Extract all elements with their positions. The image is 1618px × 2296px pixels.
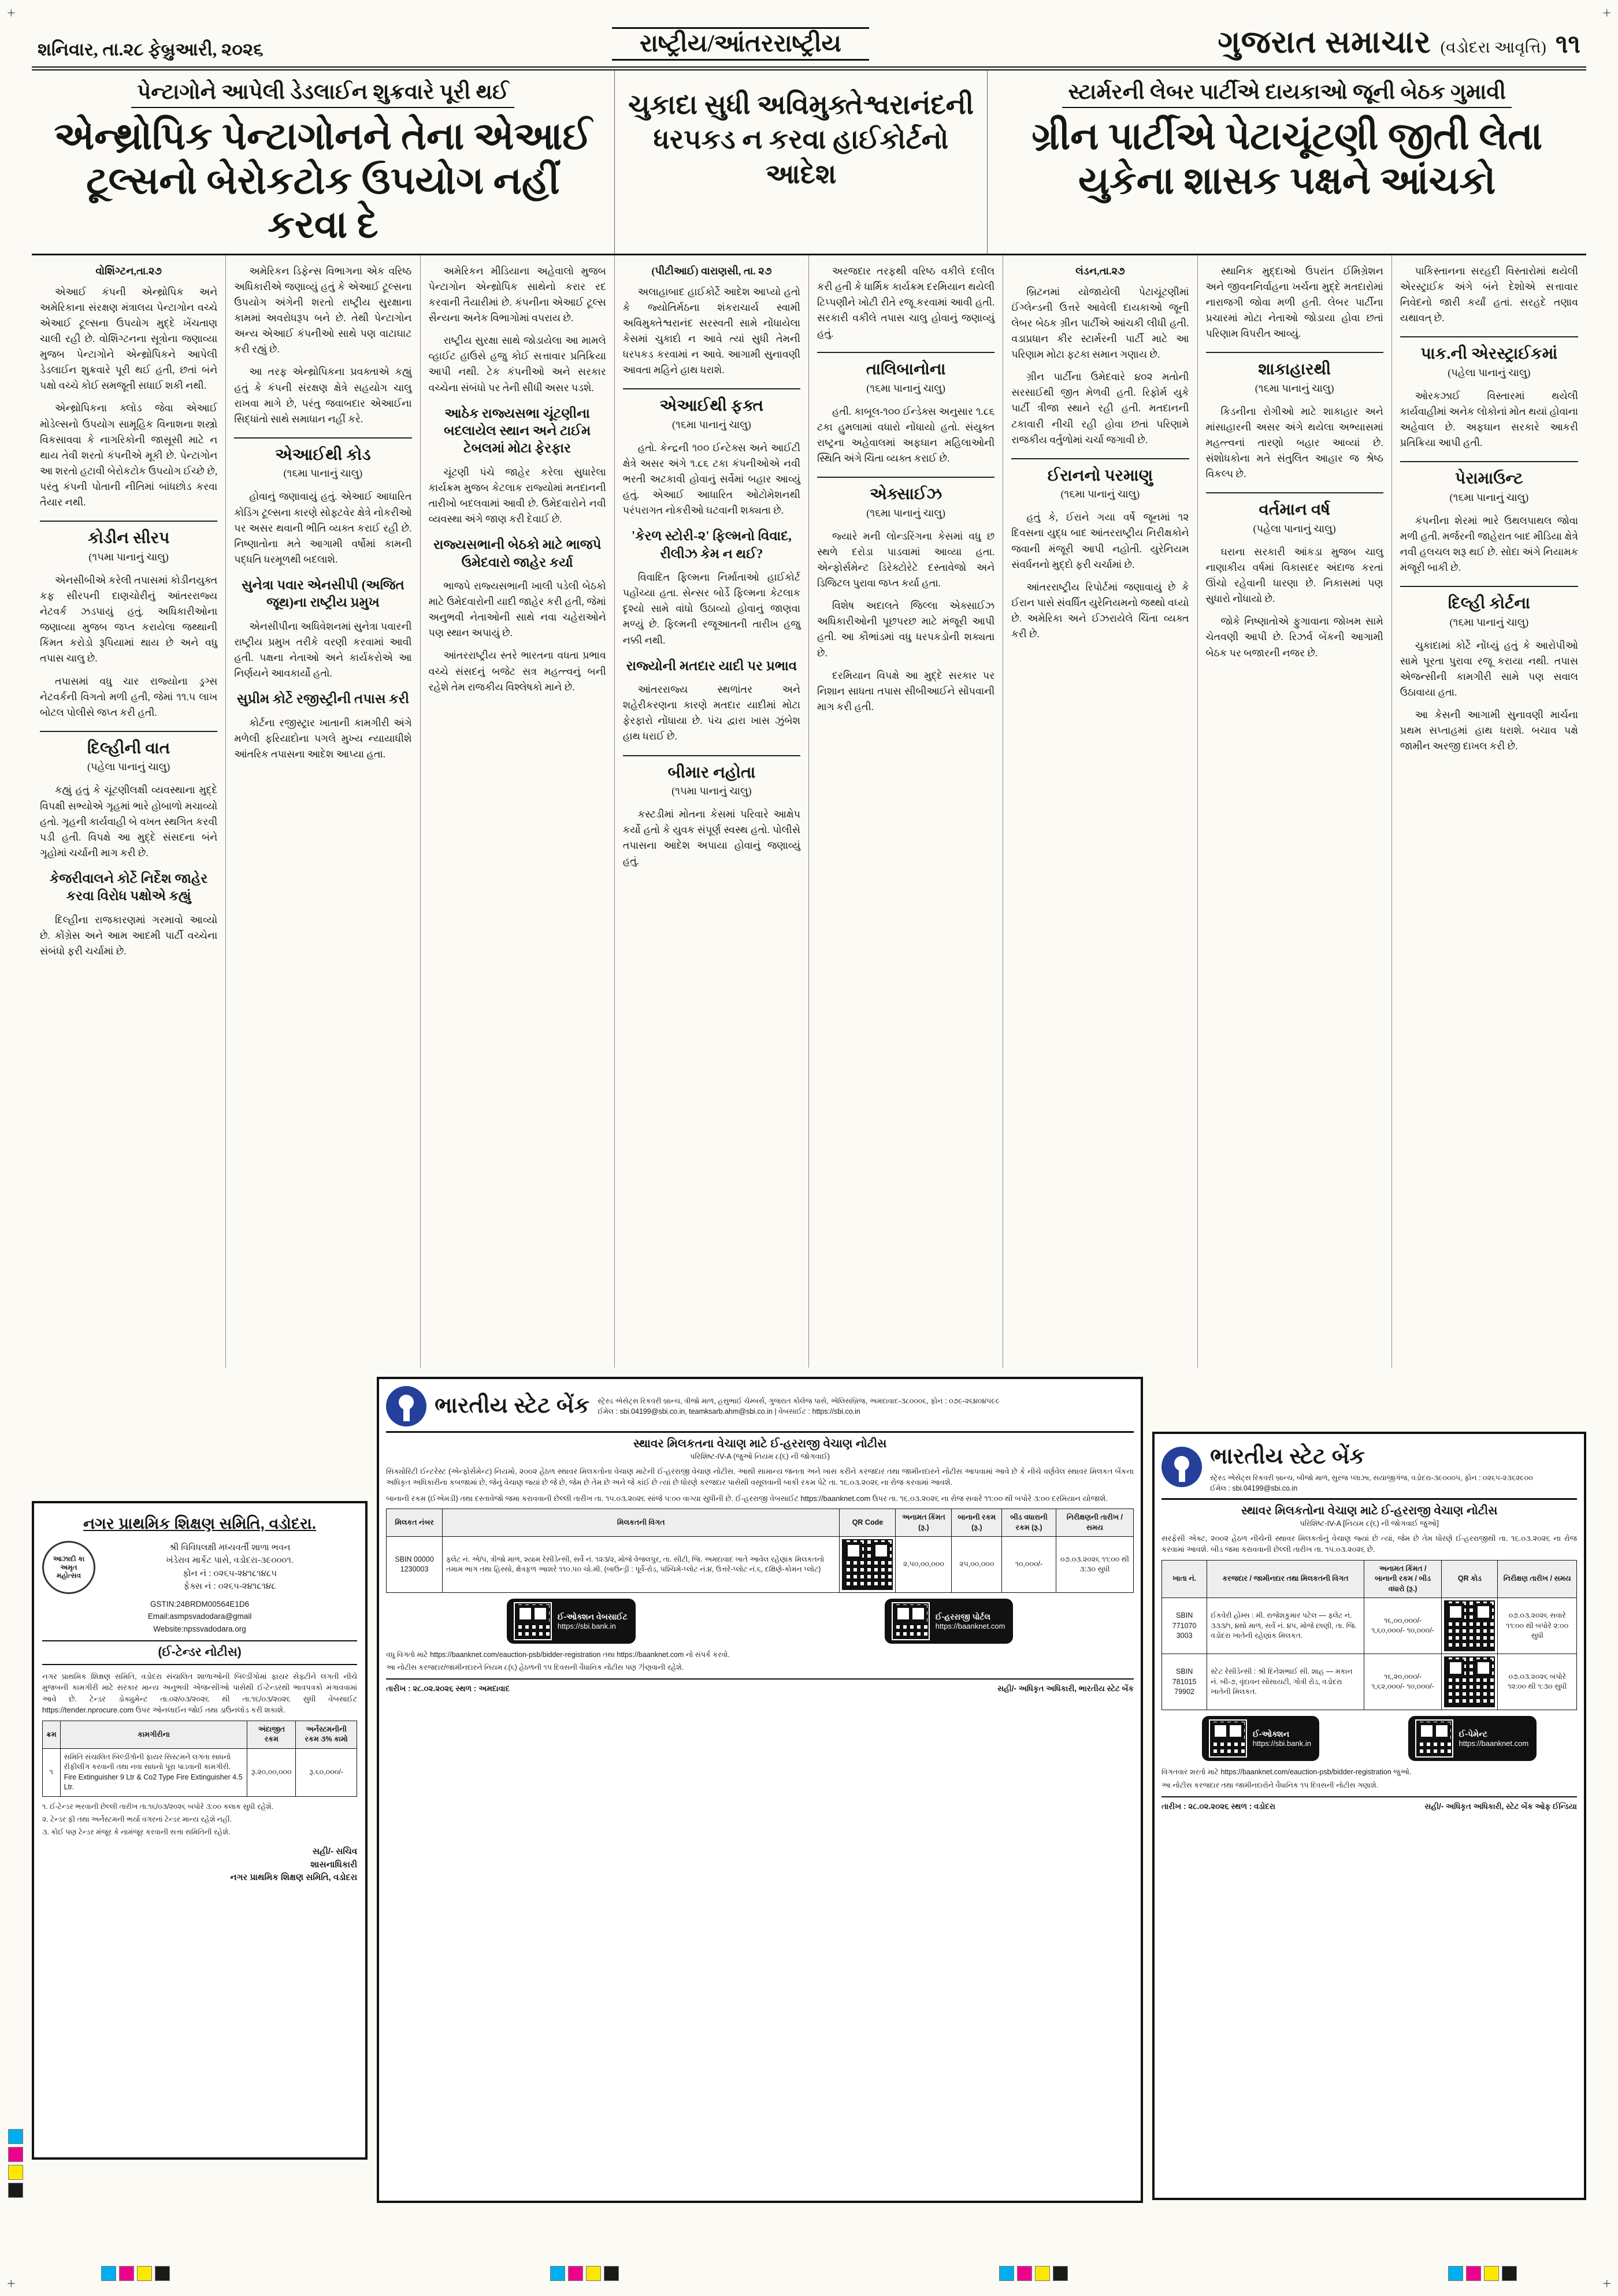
paragraph: આંતરરાષ્ટ્રીય રિપોર્ટમાં જણાવાયું છે કે ઈરાન પાસે સંવર્ધિત યુરેનિયમનો જથ્થો વધ્યો છે. અમેરિકા અને ઈઝરાયેલે ચિંતા વ્યક્ત કરી છે. — [1011, 581, 1189, 640]
table-cell: ૧ — [43, 1748, 61, 1796]
print-registration-strip — [1448, 2266, 1517, 2281]
auction-term: વધુ વિગતો માટે https://baanknet.com/eauction-psb/bidder-registration તથા https://baanknet.com નો સંપર્ક કરવો. — [386, 1651, 730, 1659]
paragraph: રાષ્ટ્રીય સુરક્ષા સાથે જોડાયેલા આ મામલે વ્હાઈટ હાઉસે હજુ કોઈ સત્તાવાર પ્રતિક્રિયા આપી નથી. ટેક કંપનીઓ અને સરકાર વચ્ચેના સંબંધો પર તેની સીધી અસર પડશે. — [428, 335, 606, 393]
table-cell: ૦૭.૦૩.૨૦૨૬ ૧૧:૦૦ થી ૩:૩૦ સુધી — [1056, 1537, 1133, 1593]
table-row — [1162, 1654, 1577, 1710]
paragraph: ઘરાના સરકારી આંકડા મુજબ ચાલુ નાણાકીય વર્ષમાં વિકાસદર અંદાજ કરતાં ઊંચો રહેવાની ધારણા છે. નિકાસમાં પણ સુધારો નોંધાયો છે. — [1205, 545, 1383, 605]
print-registration-strip-vertical — [8, 2129, 23, 2198]
tender-term: ૧. ઈ-ટેન્ડર ભરવાની છેલ્લી તારીખ તા.૧૬/૦૩/૨૦૨૬ બપોરે ૩:૦૦ કલાક સુધી રહેશે. — [42, 1802, 274, 1811]
registration-color-swatch — [1035, 2266, 1050, 2281]
jump-head — [1011, 458, 1189, 503]
jump-head — [40, 731, 217, 775]
auction-signature: સહી/- અધિકૃત અધિકારી, ભારતીય સ્ટેટ બેંક — [997, 1684, 1134, 1693]
table-cell: ઈકવેરી હોમ્સ : મી. રાજેશકુમાર પટેલ — ફ્લેટ નં. ૩૩૩/૧, ૪થો માળ, સર્વે નં. ૪૫, મોજે છાણી, તા. જિ. વડોદરા ખાતેની રહેણાંક મિલકત. — [1207, 1598, 1364, 1654]
table-cell: ૨,૫૦,૦૦,૦૦૦ — [896, 1537, 952, 1593]
news-columns — [32, 255, 1586, 1368]
registration-color-swatch — [550, 2266, 565, 2281]
table-cell: સમિતિ સંચાલિત બિલ્ડીંગોની ફાયર સિસ્ટમને લગતા સાધનો રીફીલીંગ કરવાની તથા નવા સાધનો પૂરા પાડવાની કામગીરી. Fire Extinguisher 9 Ltr & Co2 Type Fire Extinguisher 4.5 Ltr. — [60, 1748, 247, 1796]
table-cell — [840, 1537, 896, 1593]
paragraph: એન્થ્રોપિકના ક્લોડ જેવા એઆઈ મોડેલ્સનો ઉપયોગ સામૂહિક વિનાશના શસ્ત્રો વિકસાવવા કે નાગરિકોની જાસૂસી માટે ન થાય તેવી શરતો કંપનીએ મૂકી છે. પેન્ટાગોન આ શરતો હટાવી બેરોકટોક ઉપયોગ ઈચ્છે છે, પરંતુ કંપની પોતાની નીતિમાં બાંધછોડ કરવા તૈયાર નથી. — [40, 402, 218, 508]
tender-email: Email:asmpsvadodara@gmail — [147, 1612, 252, 1621]
paragraph: જ્યારે મની લોન્ડરિંગના કેસમાં વધુ છ સ્થળે દરોડા પાડવામાં આવ્યા હતા. એન્ફોર્સમેન્ટ ડિરેક્ટોરેટે દસ્તાવેજો અને ડિજિટલ પુરાવા જપ્ત કર્યા હતા. — [817, 530, 995, 589]
crop-mark: + — [7, 2275, 16, 2292]
table-cell: રૂ.૬૦,૦૦૦/- — [296, 1748, 357, 1796]
registration-color-swatch — [999, 2266, 1014, 2281]
tender-sign-line: નગર પ્રાથમિક શિક્ષણ સમિતિ, વડોદરા — [230, 1873, 358, 1883]
paragraph: ચૂંટણી પંચે જાહેર કરેલા સુધારેલા કાર્યક્રમ મુજબ કેટલાક રાજ્યોમાં મતદાનની તારીખો બદલવામાં આવી છે. ઉમેદવારોને નવી વ્યવસ્થા અંગે જાણ કરી દેવાઈ છે. — [428, 466, 606, 525]
auction-link — [1202, 1716, 1319, 1761]
auction-link-row — [386, 1599, 1134, 1644]
inline-headline: આઠેક રાજ્યસભા ચૂંટણીના બદલાયેલ સ્થાન અને ટાઈમ ટેબલમાં મોટા ફેરફાર — [444, 406, 591, 456]
paragraph: કિડનીના રોગીઓ માટે શાકાહાર અને માંસાહારની અસર અંગે થયેલા અભ્યાસમાં મહત્ત્વનાં તારણો બહાર આવ્યાં છે. સંશોધકોના મતે સંતુલિત આહાર જ શ્રેષ્ઠ વિકલ્પ છે. — [1205, 405, 1383, 480]
auction-link-url: https://sbi.bank.in — [557, 1622, 616, 1631]
masthead-date: શનિવાર, તા.૨૮ ફેબ્રુઆરી, ૨૦૨૬ — [38, 39, 264, 60]
auction-date-place: તારીખ : ૨૮.૦૨.૨૦૨૬ સ્થળ : અમદાવાદ — [386, 1684, 510, 1693]
jump-continued-label: (૧૬મા પાનાનું ચાલુ) — [1449, 491, 1529, 503]
tender-school: શ્રી વિવિધલક્ષી મધ્યવર્તી શાળા ભવન — [169, 1542, 291, 1552]
news-column — [809, 255, 1003, 1368]
column-header: કરજદાર / જામીનદાર તથા મિલકતની વિગત — [1207, 1560, 1364, 1598]
edition-label: (વડોદરા આવૃત્તિ) — [1440, 39, 1546, 57]
auction-signature: સહી/- અધિકૃત અધિકારી, સ્ટેટ બેંક ઓફ ઈન્ડિયા — [1424, 1801, 1577, 1811]
qr-code — [843, 1540, 892, 1589]
jump-title: એક્સાઈઝ — [870, 485, 942, 504]
paragraph: ભાજપે રાજ્યસભાની ખાલી પડેલી બેઠકો માટે ઉમેદવારોની યાદી જાહેર કરી હતી, જેમાં અનુભવી નેતાઓની સાથે નવા ચહેરાઓને પણ સ્થાન અપાયું છે. — [428, 579, 606, 639]
sbi-branch-line: સ્ટ્રેસ્ડ એસેટ્સ રિકવરી બ્રાન્ચ, બીજો માળ, સુરજ પ્લાઝા, સયાજીગંજ, વડોદરા-૩૯૦૦૦૫, ફોન : ૦૨૬૫-૨૩૬૨૯૦૦ — [1210, 1473, 1533, 1482]
jump-continued-label: (૧૬મા પાનાનું ચાલુ) — [866, 507, 945, 519]
jump-continued-label: (૧૬મા પાનાનું ચાલુ) — [1449, 616, 1529, 628]
auction-body — [386, 1466, 1134, 1504]
column-header: QR Code — [840, 1509, 896, 1537]
auction-link-label: ઈ-હરરાજી પોર્ટલ — [935, 1612, 990, 1622]
auction-notice-title: સ્થાવર મિલકતોના વેચાણ માટે ઈ-હરરાજી વેચાણ નોટીસ — [1241, 1504, 1498, 1517]
masthead-brand — [1218, 24, 1580, 61]
lead-right-kicker: સ્ટાર્મરની લેબર પાર્ટીએ દાયકાઓ જૂની બેઠક ગુમાવી — [1062, 80, 1512, 108]
jump-title: બીમાર નહોતા — [667, 763, 756, 782]
jump-head — [817, 352, 994, 396]
tender-signature — [42, 1845, 357, 1885]
lead-left-kicker: પેન્ટાગોને આપેલી ડેડલાઈન શુક્રવારે પૂરી થઈ — [131, 80, 514, 108]
inline-headline: કેજરીવાલને કોર્ટે નિર્દેશ જાહેર કરવા વિરોધ પક્ષોએ કહ્યું — [50, 871, 208, 904]
paragraph: હતો. કેન્દ્રની ૧૦૦ ઈન્ટેક્સ અને આઈટી ક્ષેત્રે અસર અંગે ૧.૮૬ ટકા કંપનીઓએ નવી ભરતી અટકાવી હોવાનું સર્વેમાં બહાર આવ્યું હતું. એઆઈ આધારિત ઓટોમેશનથી પરંપરાગત નોકરીઓ ઘટવાની શક્યતા છે. — [622, 441, 800, 517]
paragraph: બ્રિટનમાં યોજાયેલી પેટાચૂંટણીમાં ઈંગ્લેન્ડની ઉત્તરે આવેલી દાયકાઓ જૂની લેબર બેઠક ગ્રીન પાર્ટીએ આંચકી લીધી હતી. વડાપ્રધાન કીર સ્ટાર્મરની પાર્ટી માટે આ પરિણામ મોટા ફટકા સમાન ગણાય છે. — [1011, 285, 1189, 361]
paragraph: આંતરરાજ્ય સ્થળાંતર અને શહેરીકરણના કારણે મતદાર યાદીમાં મોટા ફેરફારો નોંધાયા છે. પંચ દ્વારા ખાસ ઝુંબેશ હાથ ધરાઈ છે. — [622, 683, 800, 742]
auction-term: આ નોટીસ કરજદાર/જામીનદારને નિયમ ૮(૬) હેઠળની ૧૫ દિવસની વૈધાનિક નોટીસ પણ 가ણવાની રહેશે. — [386, 1663, 684, 1672]
tender-org-title: નગર પ્રાથમિક શિક્ષણ સમિતિ, વડોદરા. — [83, 1514, 317, 1532]
masthead — [32, 24, 1586, 70]
auction-terms — [386, 1649, 1134, 1673]
jump-continued-label: (૧૬મા પાનાનું ચાલુ) — [1060, 488, 1140, 500]
table-cell: ફ્લેટ નં. એ/૫, ત્રીજો માળ, શ્યામ રેસીડેન્સી, સર્વે નં. ૧૨૩/૨, મોજે વેજલપુર, તા. સીટી, જિ. અમદાવાદ ખાતે આવેલ રહેણાંક મિલકતનો તમામ ભાગ તથા હિસ્સો, ક્ષેત્રફળ આશરે ૧૧૦.૫૦ ચો.મી. (બાઉન્ડ્રી : પૂર્વે-રોડ, પશ્ચિમે-પ્લોટ નં.૪, ઉત્તરે-પ્લોટ નં.૬, દક્ષિણે-કોમન પ્લોટ) — [443, 1537, 840, 1593]
tender-phone: ફોન નં : ૦૨૬૫-૨૪૧૮૧૪૮૫ — [183, 1568, 277, 1578]
sbi-branch-address — [1210, 1441, 1533, 1493]
crop-mark: + — [1602, 2275, 1611, 2292]
registration-color-swatch — [1053, 2266, 1068, 2281]
sbi-auction-ad-main — [377, 1377, 1143, 2203]
page-number: ૧૧ — [1555, 30, 1580, 58]
auction-link-label: ઈ-પેમેન્ટ — [1459, 1729, 1488, 1739]
auction-notice-subtitle: પરિશિષ્ટ-IV-A [નિયમ ૮(૬) ની જોગવાઈ જુઓ] — [1300, 1518, 1439, 1528]
paragraph: અમેરિકન મીડિયાના અહેવાલો મુજબ પેન્ટાગોન એન્થ્રોપિક સાથેનો કરાર રદ કરવાની તૈયારીમાં છે. કંપનીના એઆઈ ટૂલ્સ સૈન્યના અનેક વિભાગોમાં વપરાય છે. — [428, 265, 606, 324]
registration-color-swatch — [604, 2266, 619, 2281]
auction-link-text — [558, 1612, 628, 1630]
sbi-logo-icon — [386, 1386, 426, 1426]
ad-paragraph: બાનાની રકમ (ઈએમડી) તથા દસ્તાવેજો જમા કરાવવાની છેલ્લી તારીખ તા. ૧૫.૦૩.૨૦૨૬ સાંજે ૫:૦૦ વાગ્યા સુધીની છે. ઈ-હરરાજી વેબસાઈટ https://baanknet.com ઉપર તા. ૧૬.૦૩.૨૦૨૬ ના રોજ સવારે ૧૧:૦૦ થી બપોરે ૩:૦૦ દરમિયાન યોજાશે. — [386, 1493, 1108, 1503]
auction-link — [1408, 1716, 1537, 1761]
auction-link-text — [1459, 1729, 1529, 1748]
jump-title: પેરામાઉન્ટ — [1455, 470, 1523, 488]
auction-link-text — [936, 1612, 1005, 1630]
table-cell — [1442, 1654, 1498, 1710]
tender-header-row — [42, 1541, 357, 1594]
table-cell: SBIN 771070 3003 — [1162, 1598, 1207, 1654]
table-cell: રૂ.૨૦,૦૦,૦૦૦ — [247, 1748, 296, 1796]
auction-notice-title: સ્થાવર મિલકતના વેચાણ માટે ઈ-હરરાજી વેચાણ નોટીસ — [633, 1437, 887, 1450]
auction-link-label: ઈ-ઓક્શન વેબસાઈટ — [557, 1612, 628, 1622]
dateline: વોશિંગ્ટન,તા.૨૭ — [95, 265, 162, 277]
qr-code — [1210, 1721, 1246, 1756]
jump-continued-label: (૧૬મા પાનાનું ચાલુ) — [1255, 382, 1334, 394]
auction-notice-subtitle: પરિશિષ્ટ-IV-A (જુઓ નિયમ ૮(૬) ની જોગવાઈ) — [690, 1451, 830, 1461]
registration-color-swatch — [137, 2266, 152, 2281]
column-header: અનામત કિંમત (રૂ.) — [896, 1509, 952, 1537]
column-header: નિરીક્ષણ તારીખ / સમય — [1498, 1560, 1577, 1598]
sbi-branch-address — [598, 1396, 1000, 1417]
sbi-bank-name: ભારતીય સ્ટેટ બેંક — [1210, 1444, 1365, 1469]
table-cell: ૨૫,૦૦,૦૦૦ — [952, 1537, 1002, 1593]
paragraph: એનસીબીએ કરેલી તપાસમાં કોડીનયુક્ત કફ સીરપની દાણચોરીનું આંતરરાજ્ય નેટવર્ક ઝડપાયું હતું. અધિકારીઓના જણાવ્યા મુજબ જપ્ત કરાયેલા જથ્થાની કિંમત કરોડો રૂપિયામાં થાય છે અને વધુ તપાસ ચાલુ છે. — [40, 574, 218, 664]
table-row — [387, 1537, 1134, 1593]
paragraph: અમેરિકન ડિફેન્સ વિભાગના એક વરિષ્ઠ અધિકારીએ જણાવ્યું હતું કે એઆઈ ટૂલ્સના ઉપયોગ અંગેની શરતો રાષ્ટ્રીય સુરક્ષાના કામમાં અવરોધરૂપ બને છે. તેથી પેન્ટાગોન અન્ય એઆઈ કંપનીઓ સાથે પણ વાટાઘાટ કરી રહ્યું છે. — [234, 265, 412, 355]
auction-link-url: https://sbi.bank.in — [1252, 1739, 1311, 1748]
tender-gstin: GSTIN:24BRDM00564E1D6 — [150, 1599, 250, 1608]
table-header-row — [43, 1721, 357, 1748]
news-column — [615, 255, 809, 1368]
sbi-branch-line: સ્ટ્રેસ્ડ એસેટ્સ રિકવરી બ્રાન્ચ, ત્રીજો માળ, હસુભાઈ ચેમ્બર્સ, ગુજરાત કોલેજ પાસે, એલિસબ્રિજ, અમદાવાદ-૩૮૦૦૦૬, ફોન : ૦૭૯-૨૬૪૦૪૫૯૯ — [598, 1396, 1000, 1405]
jump-title: દિલ્હીની વાત — [87, 739, 170, 757]
jump-head — [817, 477, 994, 521]
inline-headline: રાજ્યસભાની બેઠકો માટે ભાજપે ઉમેદવારો જાહેર કર્યા — [433, 537, 602, 570]
lead-right-kicker-row — [999, 80, 1575, 108]
table-cell: ૧૬,૨૦,૦૦૦/- ૧,૬૨,૦૦૦/- ૧૦,૦૦૦/- — [1364, 1654, 1442, 1710]
column-header: અર્નેસ્ટમનીની રકમ ૩% કામો — [296, 1721, 357, 1748]
paragraph: આ તરફ એન્થ્રોપિકના પ્રવક્તાએ કહ્યું હતું કે કંપની સંરક્ષણ ક્ષેત્રે સહયોગ ચાલુ રાખવા માગે છે, પરંતુ જવાબદાર એઆઈના સિદ્ધાંતો સાથે સમાધાન નહીં કરે. — [234, 366, 412, 425]
paragraph: ગ્રીન પાર્ટીના ઉમેદવારે ૪૦૨ મતોની સરસાઈથી જીત મેળવી હતી. રિફોર્મ યુકે પાર્ટી ત્રીજા સ્થાને રહી હતી. મતદાનની ટકાવારી નીચી રહી હોવા છતાં પરિણામે રાજકીય વર્તુળોમાં ચર્ચા જગાવી છે. — [1011, 371, 1189, 445]
tender-table — [42, 1721, 357, 1797]
jump-title: વર્તમાન વર્ષ — [1259, 501, 1330, 519]
jump-continued-label: (૧૬મા પાનાનું ચાલુ) — [866, 382, 945, 394]
print-registration-strip — [550, 2266, 619, 2281]
lead-left-headline: એન્થ્રોપિક પેન્ટાગોનને તેના એઆઈ ટૂલ્સનો બેરોકટોક ઉપયોગ નહીં કરવા દે — [54, 116, 592, 247]
sbi-contact-line: ઈમેલ : sbi.04199@sbi.co.in, teamksarb.ahm@sbi.co.in | વેબસાઈટ : https://sbi.co.in — [598, 1407, 860, 1416]
table-header-row — [387, 1509, 1134, 1537]
inline-headline: રાજ્યોની મતદાર યાદી પર પ્રભાવ — [626, 658, 797, 673]
registration-color-swatch — [8, 2129, 23, 2144]
registration-color-swatch — [8, 2165, 23, 2180]
column-header: મિલકત નંબર — [387, 1509, 443, 1537]
lead-stories — [32, 70, 1586, 255]
print-registration-strip — [999, 2266, 1068, 2281]
paragraph: કહ્યું હતું કે ચૂંટણીલક્ષી વ્યવસ્થાના મુદ્દે વિપક્ષી સભ્યોએ ગૃહમાં ભારે હોબાળો મચાવ્યો હતો. ગૃહની કાર્યવાહી બે વખત સ્થગિત કરવી પડી હતી. વિપક્ષે આ મુદ્દે સંસદના બંને ગૃહોમાં ચર્ચાની માગ કરી છે. — [40, 784, 218, 859]
auction-term: વિગતવાર શરતો માટે https://baanknet.com/eauction-psb/bidder-registration જુઓ. — [1161, 1768, 1412, 1777]
inline-headline: સુપ્રીમ કોર્ટે રજીસ્ટ્રીની તપાસ કરી — [236, 692, 409, 707]
paragraph: કસ્ટડીમાં મોતના કેસમાં પરિવારે આક્ષેપ કર્યો હતો કે યુવક સંપૂર્ણ સ્વસ્થ હતો. પોલીસે તપાસના આદેશ અપાયા હોવાનું જણાવ્યું હતું. — [622, 808, 800, 867]
registration-color-swatch — [1017, 2266, 1032, 2281]
paper-name: ગુજરાત સમાચાર — [1218, 25, 1431, 60]
paragraph: સ્થાનિક મુદ્દાઓ ઉપરાંત ઈમિગ્રેશન અને જીવનનિર્વાહના ખર્ચના મુદ્દે મતદારોમાં નારાજગી જોવા મળી હતી. લેબર પાર્ટીના પ્રચારમાં મોટા નેતાઓ જોડાયા હોવા છતાં પરિણામ વિપરીત આવ્યું. — [1205, 265, 1383, 340]
paragraph: વિશેષ અદાલતે જિલ્લા એક્સાઈઝ અધિકારીઓની પૂછપરછ માટે મંજૂરી આપી હતી. આ કૌભાંડમાં વધુ ધરપકડોની શક્યતા છે. — [817, 600, 995, 659]
news-column — [226, 255, 420, 1368]
jump-title: એઆઈથી ફક્ત — [659, 397, 764, 415]
registration-color-swatch — [8, 2147, 23, 2162]
paragraph: હોવાનું જણાવાયું હતું. એઆઈ આધારિત કોડિંગ ટૂલ્સના કારણે સોફ્ટવેર ક્ષેત્રે નોકરીઓ પર અસર થવાની ભીતિ વ્યક્ત કરાઈ રહી છે. નિષ્ણાતોના મતે આગામી વર્ષોમાં કામની પદ્ધતિ ધરમૂળથી બદલાશે. — [234, 491, 412, 565]
paragraph: વિવાદિત ફિલ્મના નિર્માતાઓ હાઈકોર્ટ પહોંચ્યા હતા. સેન્સર બોર્ડે ફિલ્મના કેટલાક દૃશ્યો સામે વાંધો ઉઠાવ્યો હોવાનું જાણવા મળ્યું છે. ફિલ્મની રજૂઆતની તારીખ હજુ નક્કી નથી. — [622, 571, 800, 646]
registration-color-swatch — [8, 2183, 23, 2198]
table-row — [43, 1748, 357, 1796]
lead-story-left — [32, 70, 615, 254]
sbi-ad-header — [1161, 1441, 1577, 1500]
print-registration-strip — [101, 2266, 170, 2281]
tender-terms — [42, 1801, 357, 1837]
sbi-ad-header — [386, 1386, 1134, 1433]
table-cell: ૧૬,૦૦,૦૦૦/- ૧,૬૦,૦૦૦/- ૧૦,૦૦૦/- — [1364, 1598, 1442, 1654]
sbi-contact-line: ઈમેલ : sbi.04199@sbi.co.in — [1210, 1484, 1298, 1492]
inline-headline: 'કેરળ સ્ટોરી-૨' ફિલ્મનો વિવાદ, રીલીઝ કેમ ન થઈ? — [631, 529, 792, 561]
column-header: ક્રમ — [43, 1721, 61, 1748]
tender-body — [42, 1671, 357, 1716]
paragraph: દિલ્હીના રાજકારણમાં ગરમાવો આવ્યો છે. કોંગ્રેસ અને આમ આદમી પાર્ટી વચ્ચેના સંબંધો ફરી ચર્ચામાં છે. — [40, 913, 218, 957]
table-cell — [1442, 1598, 1498, 1654]
auction-date-place: તારીખ : ૨૮.૦૨.૨૦૨૬ સ્થળ : વડોદરા — [1161, 1801, 1276, 1811]
tender-notice-title: (ઈ-ટેન્ડર નોટીસ) — [42, 1640, 357, 1665]
column-header: નિરીક્ષણની તારીખ / સમય — [1056, 1509, 1133, 1537]
jump-head — [1400, 586, 1578, 630]
lead-right-headline: ગ્રીન પાર્ટીએ પેટાચૂંટણી જીતી લેતા યુકેના શાસક પક્ષને આંચકો — [1031, 116, 1543, 202]
tender-term: ૩. કોઈ પણ ટેન્ડર મંજૂર કે નામંજૂર કરવાની સત્તા સમિતિની રહેશે. — [42, 1828, 231, 1837]
auction-link — [885, 1599, 1014, 1644]
jump-title: કોડીન સીરપ — [87, 529, 170, 548]
jump-continued-label: (૧૬મા પાનાનું ચાલુ) — [672, 418, 751, 430]
lead-middle-headline: ચુકાદા સુધી અવિમુક્તેશ્વરાનંદની ધરપકડ ન કરવા હાઈકોર્ટનો આદેશ — [628, 90, 974, 190]
paragraph: ચુકાદામાં કોર્ટે નોંધ્યું હતું કે આરોપીઓ સામે પૂરતા પુરાવા રજૂ કરાયા નથી. તપાસ એજન્સીની કામગીરી સામે પણ સવાલ ઉઠાવાયા હતા. — [1400, 639, 1578, 698]
column-header: મિલકતની વિગત — [443, 1509, 840, 1537]
table-cell: સ્ટેટ રેસીડેન્સી : શ્રી દિનેશભાઈ સી. શાહ — મકાન નં. બી-૭, વૃંદાવન સોસાયટી, ગોત્રી રોડ, વડોદરા ખાતેની મિલકત. — [1207, 1654, 1364, 1710]
inline-headline: સુનેત્રા પવાર એનસીપી (અજિત જૂથ)ના રાષ્ટ્રીય પ્રમુખ — [241, 578, 404, 610]
column-header: કામગીરીના — [60, 1721, 247, 1748]
auction-footer — [1161, 1796, 1577, 1811]
auction-body — [1161, 1533, 1577, 1555]
jump-continued-label: (૧૫મા પાનાનું ચાલુ) — [671, 785, 752, 797]
paragraph: આ કેસની આગામી સુનાવણી માર્ચના પ્રથમ સપ્તાહમાં હાથ ધરાશે. બચાવ પક્ષે જામીન અરજી દાખલ કરી છે. — [1400, 709, 1578, 752]
masthead-section: રાષ્ટ્રીય/આંતરરાષ્ટ્રીય — [612, 27, 869, 61]
table-cell: ૦૭.૦૩.૨૦૨૬ સવારે ૧૧:૦૦ થી બપોરે ૨:૦૦ સુધી — [1498, 1598, 1577, 1654]
registration-color-swatch — [568, 2266, 583, 2281]
qr-code — [515, 1603, 551, 1639]
auction-schedule-table — [1161, 1560, 1577, 1711]
jump-title: શાકાહારથી — [1258, 361, 1331, 379]
qr-code — [1416, 1721, 1452, 1756]
paragraph: અલાહાબાદ હાઈકોર્ટે આદેશ આપ્યો હતો કે જ્યોતિર્મઠના શંકરાચાર્ય સ્વામી અવિમુક્તેશ્વરાનંદ સરસ્વતી સામે નોંધાયેલા કેસમાં ચુકાદો ન આવે ત્યાં સુધી તેમની ધરપકડ કરવામાં ન આવે. આગામી સુનાવણી આવતા મહિને હાથ ધરાશે. — [622, 285, 800, 376]
tender-term: ૨. ટેન્ડર ફી તથા અર્નેસ્ટમની ભર્યા વગરનાં ટેન્ડર માન્ય રહેશે નહીં. — [42, 1815, 232, 1824]
registration-color-swatch — [586, 2266, 601, 2281]
registration-color-swatch — [1466, 2266, 1481, 2281]
crop-mark: + — [7, 5, 16, 21]
registration-color-swatch — [1502, 2266, 1517, 2281]
news-column — [1392, 255, 1586, 1368]
column-header: QR કોડ — [1442, 1560, 1498, 1598]
tender-sign-line: સહી/- સચિવ — [312, 1847, 358, 1857]
tender-fax: ફેક્સ નં : ૦૨૬૫-૨૪૧૮૧૪૮ — [183, 1581, 276, 1592]
tender-website: Website:npssvadodara.org — [153, 1624, 246, 1633]
column-header: બાનાની રકમ (રૂ.) — [952, 1509, 1002, 1537]
auction-term: આ નોટીસ કરજદાર તથા જામીનદારોને વૈધાનિક ૧૫ દિવસની નોટીસ ગણાશે. — [1161, 1781, 1379, 1789]
auction-link-url: https://baanknet.com — [935, 1622, 1005, 1631]
jump-title: ઈરાનનો પરમાણુ — [1047, 466, 1153, 485]
dateline: (પીટીઆઈ) વારાણસી, તા. ૨૭ — [651, 265, 772, 277]
tender-notice-ad — [32, 1501, 368, 2160]
ad-paragraph: સરફેસી એક્ટ, ૨૦૦૨ હેઠળ નીચેની સ્થાવર મિલકતોનું વેચાણ જ્યાં છે ત્યાં, જેમ છે તેમ ધોરણે ઈ-હરરાજીથી તા. ૧૬.૦૩.૨૦૨૬ ના રોજ કરવામાં આવશે. બીડ જમા કરાવવાની છેલ્લી તારીખ તા. ૧૫.૦૩.૨૦૨૬ છે. — [1161, 1533, 1577, 1554]
jump-head — [623, 755, 800, 800]
ad-paragraph: સિક્યોરિટી ઈન્ટરેસ્ટ (એન્ફોર્સમેન્ટ) નિયમો, ૨૦૦૨ હેઠળ સ્થાવર મિલકતોના વેચાણ માટેની ઈ-હરરાજી વેચાણ નોટીસ. આથી સામાન્ય જનતા અને ખાસ કરીને કરજદાર તથા જામીનદારને નોટીસ આપવામાં આવે છે કે નીચે વર્ણવેલ સ્થાવર મિલકત બેંકના અધિકૃત અધિકારીના કબજામાં છે, જેનું વેચાણ જ્યાં છે જે છે, જેમ છે તેમ છે અને જે કાંઈ છે ત્યાં છે ધોરણે કરજદાર પાસેથી વસૂલવાની બાકી રકમ પેટે તા. ૧૬.૦૩.૨૦૨૬ ના રોજ કરવામાં આવશે. — [386, 1466, 1134, 1487]
jump-head — [623, 388, 800, 433]
paragraph: કોર્ટના રજીસ્ટ્રાર ખાતાની કામગીરી અંગે મળેલી ફરિયાદોના પગલે મુખ્ય ન્યાયાધીશે આંતરિક તપાસના આદેશ આપ્યા હતા. — [234, 716, 412, 760]
tender-sign-line: શાસનાધિકારી — [310, 1859, 358, 1870]
lead-left-kicker-row — [43, 80, 603, 108]
news-column — [1198, 255, 1392, 1368]
jump-head — [1400, 461, 1578, 506]
auction-link-row — [1161, 1716, 1577, 1761]
paragraph: ઓરકઝાઈ વિસ્તારમાં થયેલી કાર્યવાહીમાં અનેક લોકોનાં મોત થયાં હોવાના અહેવાલ છે. અફઘાન સરકારે આકરી પ્રતિક્રિયા આપી હતી. — [1400, 389, 1578, 448]
auction-terms — [1161, 1767, 1577, 1790]
auction-link-label: ઈ-ઓક્શન — [1252, 1729, 1290, 1739]
lead-story-right — [988, 70, 1586, 254]
news-column — [421, 255, 615, 1368]
paragraph: પાકિસ્તાનના સરહદી વિસ્તારોમાં થયેલી એરસ્ટ્રાઈક અંગે બંને દેશોએ સત્તાવાર નિવેદનો જારી કર્યાં હતાં. સરહદે તણાવ યથાવત્ છે. — [1400, 265, 1578, 324]
news-column — [1003, 255, 1197, 1368]
sbi-bank-name: ભારતીય સ્ટેટ બેંક — [435, 1394, 590, 1418]
jump-continued-label: (૧૬મા પાનાનું ચાલુ) — [283, 467, 363, 480]
auction-footer — [386, 1678, 1134, 1693]
table-cell: SBIN 00000 1230003 — [387, 1537, 443, 1593]
table-cell: SBIN 781015 79902 — [1162, 1654, 1207, 1710]
paragraph: તપાસમાં વધુ ચાર રાજ્યોના ડ્રગ્સ નેટવર્કની વિગતો મળી હતી, જેમાં ૧૧.૫ લાખ બોટલ પોલીસે જપ્ત કરી હતી. — [40, 675, 218, 718]
paragraph: કંપનીના શેરમાં ભારે ઉથલપાથલ જોવા મળી હતી. મર્જરની જાહેરાત બાદ મીડિયા ક્ષેત્રે નવી હલચલ શરૂ થઈ છે. સોદા અંગે નિયામક મંજૂરી બાકી છે. — [1400, 514, 1578, 573]
sbi-auction-ad-right — [1152, 1432, 1586, 2200]
registration-color-swatch — [155, 2266, 170, 2281]
jump-head — [1206, 352, 1383, 396]
table-cell: ૦૭.૦૩.૨૦૨૬ બપોરે ૧૨:૦૦ થી ૧:૩૦ સુધી — [1498, 1654, 1577, 1710]
news-column — [32, 255, 226, 1368]
tender-address: ખંડેરાવ માર્કેટ પાસે, વડોદરા-૩૯૦૦૦૧. — [166, 1555, 294, 1566]
table-header-row — [1162, 1560, 1577, 1598]
qr-code — [893, 1603, 929, 1639]
dateline: લંડન,તા.૨૭ — [1075, 265, 1125, 277]
jump-head — [234, 437, 411, 482]
registration-color-swatch — [1448, 2266, 1463, 2281]
azadi-amrit-mahotsav-logo: આઝાદી કા અમૃત મહોત્સવ — [42, 1541, 95, 1594]
auction-schedule-table — [386, 1509, 1134, 1593]
qr-code — [1445, 1658, 1494, 1706]
paragraph: હતી. કાબૂલ-૧૦૦ ઈન્ડેક્સ અનુસાર ૧.૮૬ ટકા હુમલામાં વધારો નોંધાયો હતો. સંયુક્ત રાષ્ટ્રના અહેવાલમાં અફઘાન મહિલાઓની સ્થિતિ અંગે ચિંતા વ્યક્ત કરાઈ છે. — [817, 405, 995, 465]
jump-title: પાક.ની એરસ્ટ્રાઈકમાં — [1420, 345, 1558, 363]
table-row — [1162, 1598, 1577, 1654]
registration-color-swatch — [119, 2266, 134, 2281]
jump-continued-label: (પહેલા પાનાનું ચાલુ) — [87, 761, 170, 773]
column-header: બીડ વધારાની રકમ (રૂ.) — [1002, 1509, 1056, 1537]
paragraph: દરમિયાન વિપક્ષે આ મુદ્દે સરકાર પર નિશાન સાધતા તપાસ સીબીઆઈને સોંપવાની માગ કરી હતી. — [817, 669, 995, 712]
ad-paragraph: નગર પ્રાથમિક શિક્ષણ સમિતિ, વડોદરા સંચાલિત શાળાઓની બિલ્ડીંગોમાં ફાયર સેફ્ટીને લગતી નીચે મુજબની કામગીરી માટે સરકાર માન્ય અનુભવી એજન્સીઓ પાસેથી ઈ-ટેન્ડરથી ભાવપત્રકો મંગાવવામાં આવે છે. ટેન્ડર ડોક્યુમેન્ટ તા.૦૨/૦૩/૨૦૨૬ થી તા.૧૬/૦૩/૨૦૨૬ સુધી વેબસાઈટ https://tender.nprocure.com ઉપર ઓનલાઈન જોઈ તથા ડાઉનલોડ કરી શકાશે. — [42, 1671, 358, 1715]
crop-mark: + — [1602, 5, 1611, 21]
lead-story-middle — [615, 70, 988, 254]
jump-continued-label: (પહેલા પાનાનું ચાલુ) — [1448, 366, 1531, 378]
paragraph: એનસીપીના અધિવેશનમાં સુનેત્રા પવારની રાષ્ટ્રીય પ્રમુખ તરીકે વરણી કરવામાં આવી હતી. પક્ષના નેતાઓ અને કાર્યકરોએ આ નિર્ણયને આવકાર્યો હતો. — [234, 620, 412, 679]
advertisements — [32, 1377, 1586, 2203]
auction-link-url: https://baanknet.com — [1459, 1739, 1529, 1748]
registration-color-swatch — [1484, 2266, 1499, 2281]
paragraph: એઆઈ કંપની એન્થ્રોપિક અને અમેરિકાના સંરક્ષણ મંત્રાલય પેન્ટાગોન વચ્ચે એઆઈ ટૂલ્સના ઉપયોગ મુદ્દે ખેંચતાણ ચાલી રહી છે. વોશિંગ્ટનના સૂત્રોના જણાવ્યા મુજબ પેન્ટાગોને એન્થ્રોપિકને આપેલી ડેડલાઈન શુક્રવારે પૂરી થઈ હતી, છતાં બંને પક્ષો વચ્ચે કોઈ સમજૂતી સધાઈ શકી નથી. — [40, 285, 218, 392]
jump-continued-label: (પહેલા પાનાનું ચાલુ) — [1253, 522, 1336, 534]
tender-address-block — [102, 1541, 357, 1593]
auction-link — [507, 1599, 636, 1644]
qr-code — [1445, 1602, 1494, 1650]
paragraph: જોકે નિષ્ણાતોએ ફુગાવાના જોખમ સામે ચેતવણી આપી છે. રિઝર્વ બેંકની આગામી બેઠક પર બજારની નજર છે. — [1205, 615, 1383, 659]
sbi-logo-icon — [1161, 1447, 1202, 1487]
jump-title: દિલ્હી કોર્ટના — [1448, 595, 1530, 613]
table-cell: ૧૦,૦૦૦/- — [1002, 1537, 1056, 1593]
jump-head — [1400, 336, 1578, 381]
column-header: અનામત કિંમત / બાનાની રકમ / બીડ વધારો (રૂ.) — [1364, 1560, 1442, 1598]
jump-title: તાલિબાનોના — [866, 361, 946, 379]
paragraph: આંતરરાષ્ટ્રીય સ્તરે ભારતના વધતા પ્રભાવ વચ્ચે સંસદનું બજેટ સત્ર મહત્ત્વનું બની રહેશે તેમ રાજકીય વિશ્લેષકો માને છે. — [428, 649, 606, 693]
paragraph: અરજદાર તરફથી વરિષ્ઠ વકીલે દલીલ કરી હતી કે ધાર્મિક કાર્યક્રમ દરમિયાન થયેલી ટિપ્પણીને ખોટી રીતે રજૂ કરવામાં આવી હતી. સરકારી વકીલે તપાસ ચાલુ હોવાનું જણાવ્યું હતું. — [817, 265, 995, 340]
paragraph: હતું કે, ઈરાને ગયા વર્ષે જૂનમાં ૧૨ દિવસના યુદ્ધ બાદ આંતરરાષ્ટ્રીય નિરીક્ષકોને જવાની મંજૂરી આપી નહોતી. યુરેનિયમ સંવર્ધનનો મુદ્દો ફરી ચર્ચામાં છે. — [1011, 511, 1189, 570]
print-registration-marks — [32, 2258, 1586, 2281]
auction-link-text — [1253, 1729, 1311, 1748]
jump-head — [1206, 492, 1383, 537]
jump-title: એઆઈથી કોડ — [275, 445, 371, 464]
column-header: ખાતા નં. — [1162, 1560, 1207, 1598]
jump-continued-label: (૧૫મા પાનાનું ચાલુ) — [88, 551, 169, 563]
column-header: અંદાજીત રકમ — [247, 1721, 296, 1748]
jump-head — [40, 521, 217, 565]
registration-color-swatch — [101, 2266, 116, 2281]
